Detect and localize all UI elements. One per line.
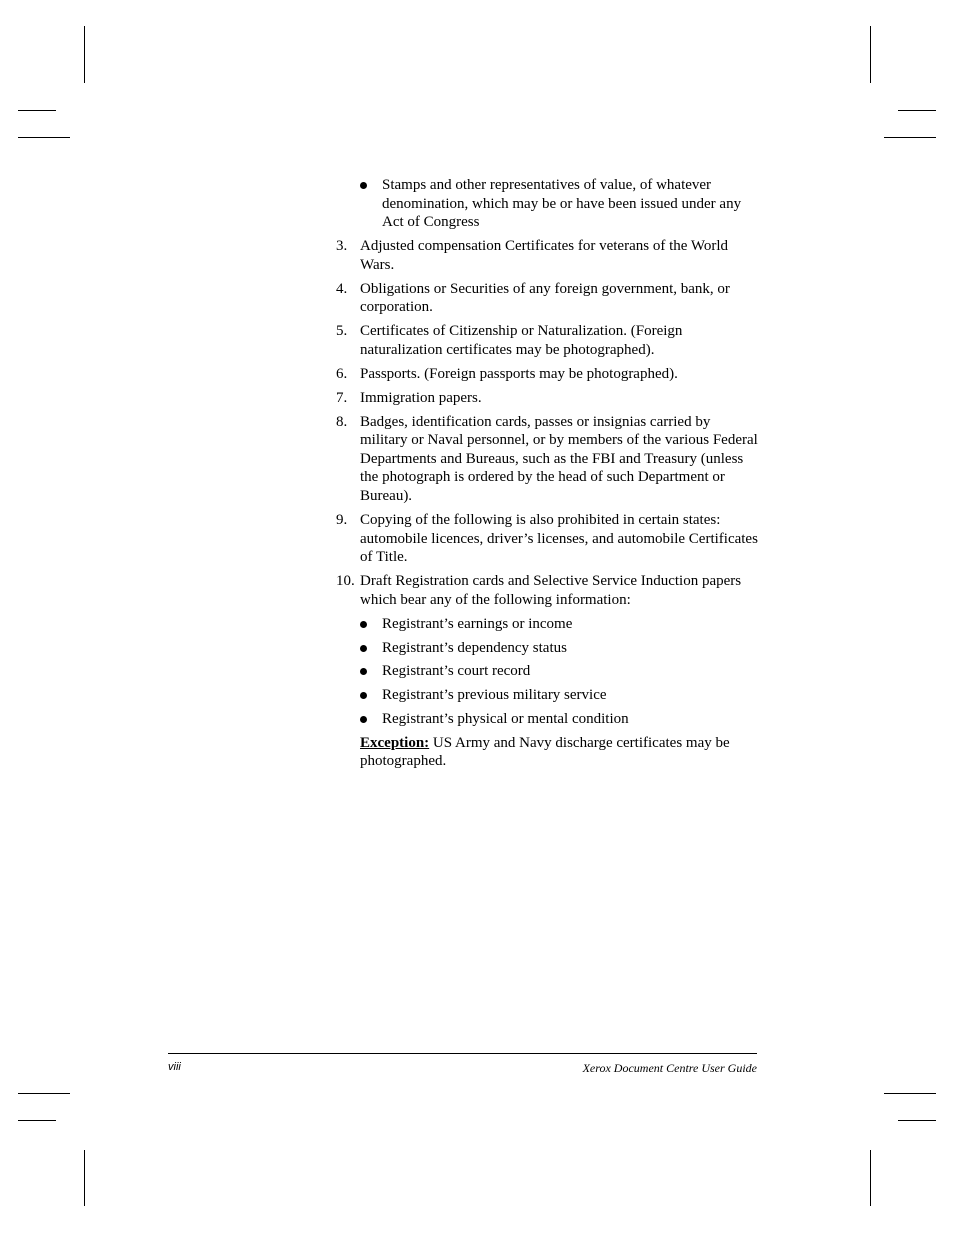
page-number: viii [168,1061,181,1073]
sub-bullet-item [336,710,758,729]
list-item-number: 4. [336,280,348,297]
sub-bullet-item [336,662,758,681]
sub-bullet-text: Registrant’s earnings or income [382,615,573,632]
list-item-text: Immigration papers. [360,389,482,406]
crop-mark [884,137,936,138]
sub-bullet-text: Registrant’s dependency status [382,639,567,656]
list-item-number: 6. [336,365,348,382]
list-item-number: 8. [336,413,348,430]
running-footer-title: Xerox Document Centre User Guide [582,1061,757,1075]
exception-text: US Army and Navy discharge certificates may be photographed. [360,734,730,770]
list-item [336,365,758,384]
crop-mark [84,26,85,83]
list-item-text: Badges, identification cards, passes or insignias carried by military or Naval personnel, or by members of the various Federal Departments and Bureaus, such as the FBI and Treasury (unless the photograph is ordered by the head of such Department or Bureau). [360,413,758,505]
list-item-number: 10. [336,573,355,590]
crop-mark [18,1120,56,1121]
list-item [336,322,758,359]
crop-mark [898,110,936,111]
list-item [336,237,758,274]
bullet-icon [360,645,367,652]
list-item [336,511,758,567]
list-item [336,280,758,317]
list-item-number: 3. [336,237,348,254]
list-item-bullet [336,176,758,232]
sub-bullet-item [336,615,758,634]
list-item [336,389,758,408]
list-item-text: Passports. (Foreign passports may be photographed). [360,365,678,382]
numbered-list [336,237,758,609]
sub-bullet-item [336,639,758,658]
list-item-text: Certificates of Citizenship or Naturalization. (Foreign naturalization certificates may be photographed). [360,323,683,358]
list-item [336,413,758,506]
crop-mark [870,1150,871,1206]
list-item [336,572,758,609]
exception-label: Exception: [360,734,430,751]
sub-bullet-text: Registrant’s physical or mental condition [382,710,629,727]
bullet-text: Stamps and other representatives of value, of whatever denomination, which may be or have been issued under any Act of Congress [382,177,742,231]
bullet-icon [360,716,367,723]
sub-bullet-text: Registrant’s previous military service [382,687,607,704]
list-item-text: Copying of the following is also prohibited in certain states: automobile licences, driver’s licenses, and automobile Certificates of Title. [360,512,758,566]
crop-mark [18,1093,70,1094]
list-item-text: Draft Registration cards and Selective Service Induction papers which bear any of the following information: [360,573,742,608]
footer-rule [168,1053,757,1054]
list-item-text: Adjusted compensation Certificates for veterans of the World Wars. [360,237,728,273]
crop-mark [18,137,70,138]
sub-bullet-list [336,615,758,729]
crop-mark [898,1120,936,1121]
sub-bullet-text: Registrant’s court record [382,663,531,680]
bullet-icon [360,621,367,628]
bullet-icon [360,668,367,675]
exception-note [336,734,758,771]
page-body [336,176,758,771]
list-item-number: 9. [336,512,348,529]
crop-mark [884,1093,936,1094]
list-item-number: 7. [336,389,348,406]
bullet-icon [360,182,367,189]
bullet-icon [360,692,367,699]
crop-mark [84,1150,85,1206]
crop-mark [870,26,871,83]
crop-mark [18,110,56,111]
list-item-text: Obligations or Securities of any foreign government, bank, or corporation. [360,280,730,316]
list-item-number: 5. [336,323,348,340]
sub-bullet-item [336,686,758,705]
